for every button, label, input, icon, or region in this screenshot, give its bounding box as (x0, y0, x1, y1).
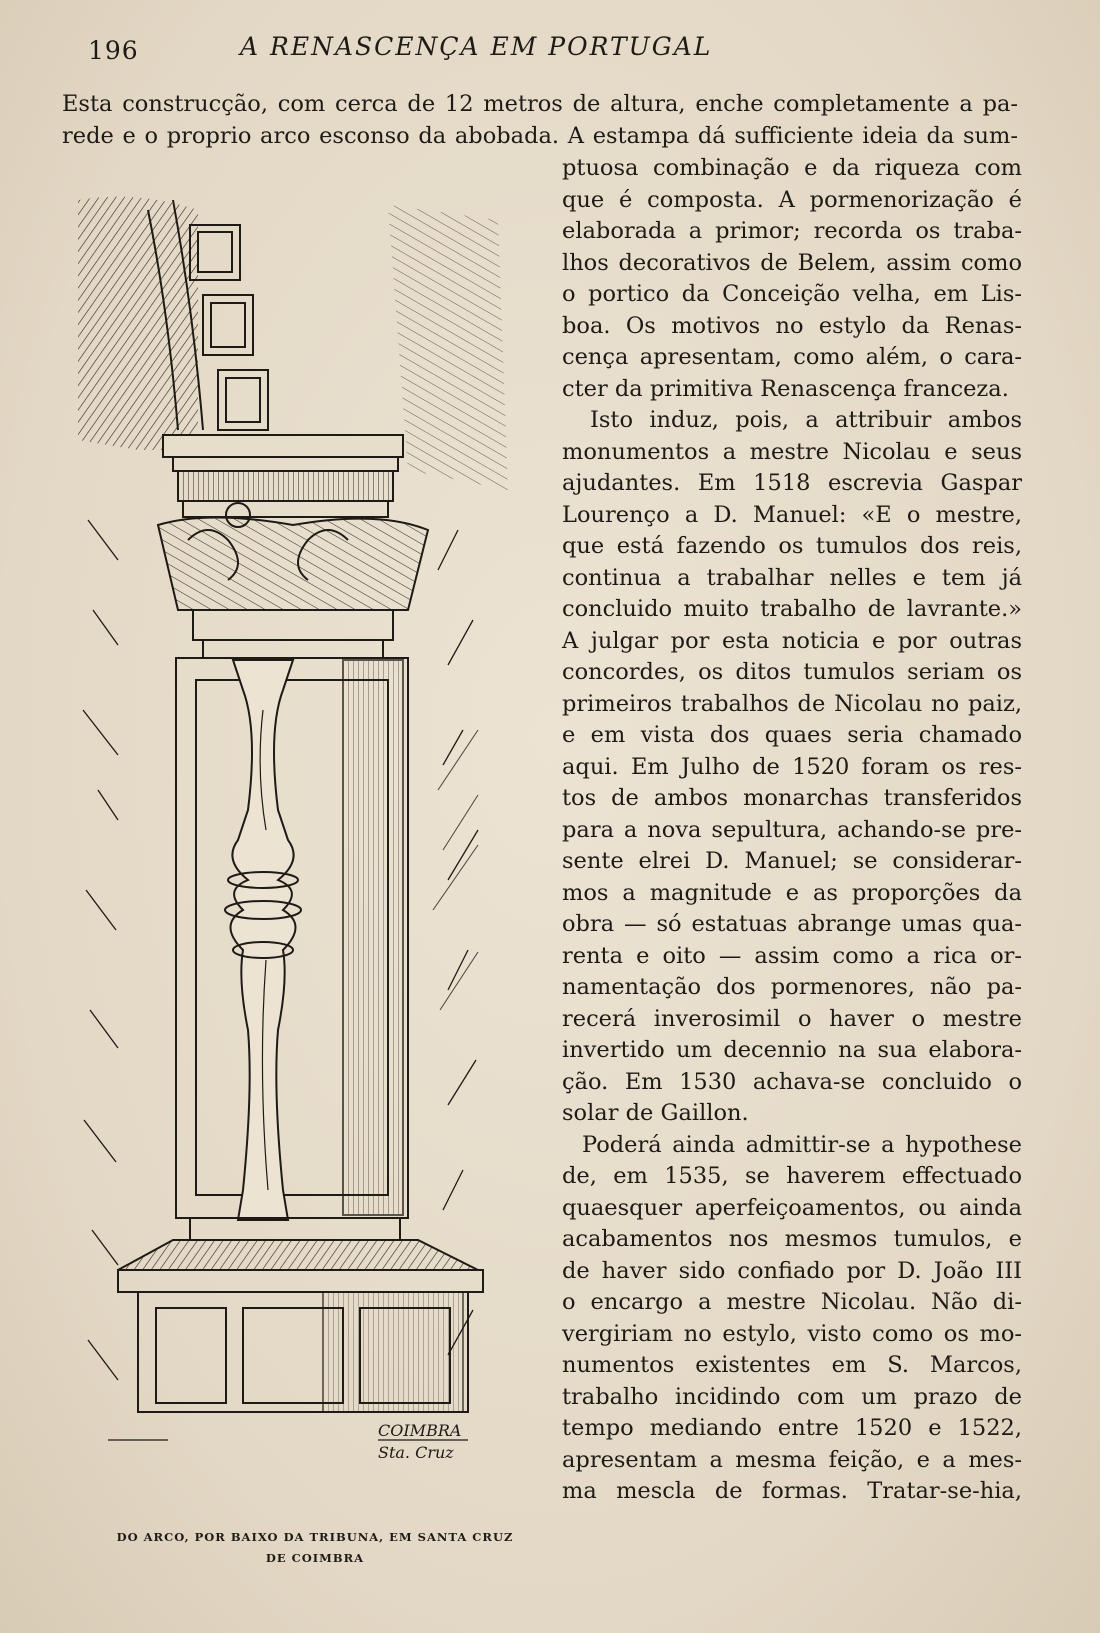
text-line: elaborada a primor; recorda os traba- (562, 218, 1022, 244)
text-line: continua a trabalhar nelles e tem já (562, 564, 1022, 591)
text-line: ção. Em 1530 achava-se concluido o (562, 1068, 1022, 1095)
text-line: Esta construcção, com cerca de 12 metros de altura, enche completamente a pa- (62, 91, 1018, 117)
text-line: renta e oito — assim como a rica or- (562, 942, 1022, 969)
text-line: A julgar por esta noticia e por outras (562, 627, 1022, 654)
figure-caption-line-2: DE COIMBRA (265, 1551, 365, 1565)
text-line: apresentam a mesma feição, e a mes- (562, 1446, 1022, 1473)
text-line: trabalho incidindo com um prazo de (562, 1383, 1022, 1410)
text-line: ajudantes. Em 1518 escrevia Gaspar (562, 470, 1022, 496)
text-line: o portico da Conceição velha, em Lis- (562, 281, 1022, 307)
running-title: A RENASCENÇA EM PORTUGAL (240, 32, 713, 61)
text-line: Isto induz, pois, a attribuir ambos (590, 407, 1022, 433)
text-line: sente elrei D. Manuel; se considerar- (562, 848, 1022, 874)
text-line: mos a magnitude e as proporções da (562, 879, 1022, 906)
text-line: tos de ambos monarchas transferidos (562, 785, 1022, 811)
text-line: quaesquer aperfeiçoamentos, ou ainda (562, 1194, 1022, 1221)
text-line: aqui. Em Julho de 1520 foram os res- (562, 753, 1022, 780)
text-line: invertido um decennio na sua elabora- (562, 1037, 1022, 1063)
signature-line-1: COIMBRA (378, 1421, 462, 1440)
text-line: recerá inverosimil o haver o mestre (562, 1005, 1022, 1032)
text-column (562, 153, 1022, 1508)
text-line: Poderá ainda admittir-se a hypothese (582, 1131, 1022, 1158)
page-number: 196 (88, 36, 139, 65)
text-line: solar de Gaillon. (562, 1100, 749, 1126)
text-line: de, em 1535, se haverem effectuado (562, 1163, 1022, 1189)
text-line: ptuosa combinação e da riqueza com (562, 155, 1022, 181)
figure-caption-line-1: DO ARCO, POR BAIXO DA TRIBUNA, EM SANTA CRUZ (116, 1530, 514, 1544)
column-illustration (78, 190, 520, 1520)
text-line: ma mescla de formas. Tratar-se-hia, (562, 1478, 1022, 1504)
text-line: para a nova sepultura, achando-se pre- (562, 816, 1022, 843)
text-line: que é composta. A pormenorização é (562, 186, 1022, 213)
text-line: numentos existentes em S. Marcos, (562, 1352, 1022, 1378)
artist-signature (378, 1421, 461, 1462)
text-line: tempo mediando entre 1520 e 1522, (562, 1415, 1022, 1441)
text-line: obra — só estatuas abrange umas qua- (562, 911, 1022, 937)
text-line: namentação dos pormenores, não pa- (562, 974, 1022, 1000)
text-line: boa. Os motivos no estylo da Renas- (562, 312, 1022, 339)
text-line: Lourenço a D. Manuel: «E o mestre, (562, 501, 1022, 528)
text-line: monumentos a mestre Nicolau e seus (562, 438, 1022, 465)
text-line: lhos decorativos de Belem, assim como (562, 249, 1022, 276)
text-line: concordes, os ditos tumulos seriam os (562, 659, 1022, 685)
text-line: e em vista dos quaes seria chamado (562, 722, 1022, 748)
text-line: cença apresentam, como além, o cara- (562, 344, 1022, 370)
text-line: rede e o proprio arco esconso da abobada. A estampa dá sufficiente ideia da sum- (62, 123, 1018, 149)
text-line: cter da primitiva Renascença franceza. (562, 375, 1009, 402)
text-line: primeiros trabalhos de Nicolau no paiz, (562, 690, 1022, 717)
signature-line-2: Sta. Cruz (378, 1443, 454, 1462)
text-line: o encargo a mestre Nicolau. Não di- (562, 1289, 1022, 1315)
text-line: que está fazendo os tumulos dos reis, (562, 533, 1022, 559)
text-line: concluido muito trabalho de lavrante.» (562, 596, 1022, 622)
text-line: de haver sido confiado por D. João III (562, 1257, 1022, 1284)
text-line: acabamentos nos mesmos tumulos, e (562, 1226, 1022, 1252)
text-line: vergiriam no estylo, visto como os mo- (562, 1320, 1022, 1347)
